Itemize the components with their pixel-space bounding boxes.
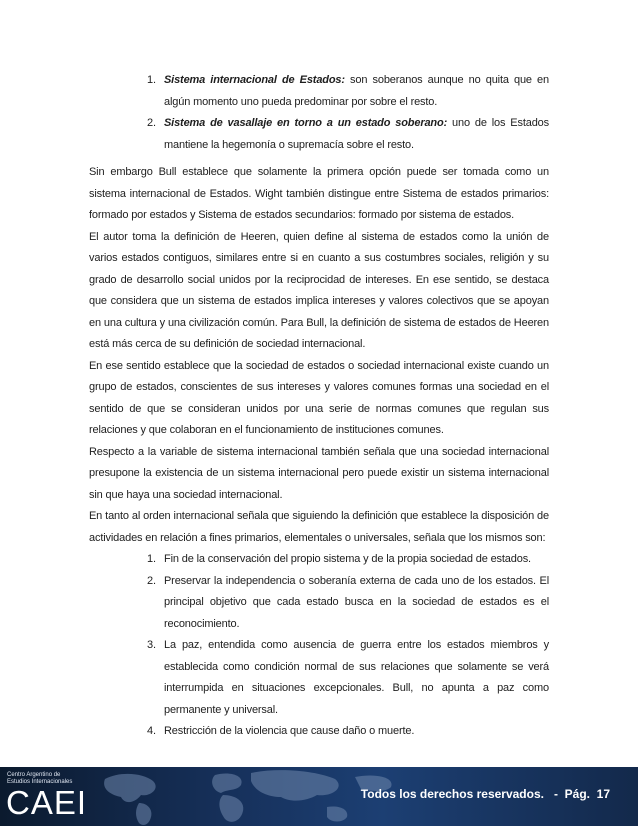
list-number: 1. bbox=[147, 74, 156, 86]
list-item bbox=[89, 70, 549, 113]
paragraph: En tanto al orden internacional señala que siguiendo la definición que establece la disposición de actividades en relación a fines primarios, elementales o universales, señala que los mismos son: bbox=[89, 510, 549, 544]
page-content bbox=[89, 70, 549, 743]
list-item-text: son soberanos aunque no quita que en algún momento uno pueda predominar por sobre el resto. bbox=[164, 74, 549, 108]
footer-rights-page: Todos los derechos reservados. - Pág. 17 bbox=[360, 787, 610, 801]
list-item bbox=[89, 635, 549, 721]
primary-goals-list bbox=[89, 549, 549, 743]
list-number: 2. bbox=[147, 117, 156, 129]
list-item-title: Sistema internacional de Estados: bbox=[164, 74, 345, 86]
list-number: 4. bbox=[147, 725, 156, 737]
list-item-text: La paz, entendida como ausencia de guerra entre los estados miembros y establecida como condición normal de sus relaciones que solamente se verá interrumpida en situaciones excepcionales. Bull, no apunta a paz como permanente y universal. bbox=[164, 639, 549, 716]
list-item-text: Restricción de la violencia que cause daño o muerte. bbox=[164, 725, 415, 737]
list-number: 1. bbox=[147, 553, 156, 565]
list-item bbox=[89, 113, 549, 156]
paragraph: El autor toma la definición de Heeren, quien define al sistema de estados como la unión de varios estados contiguos, similares entre si en cuanto a sus costumbres sociales, religión y su grado de desarrollo social unidos por la reciprocidad de intereses. En ese sentido, se destaca que considera que un sistema de estados implica intereses y valores colectivos que se apoyan en una cultura y una civilización común. Para Bull, la definición de sistema de estados de Heeren está más cerca de su definición de sociedad internacional. bbox=[89, 230, 549, 350]
list-item-text: Fin de la conservación del propio sistema y de la propia sociedad de estados. bbox=[164, 553, 531, 565]
page-footer bbox=[0, 767, 638, 826]
list-item bbox=[89, 549, 549, 571]
list-item-title: Sistema de vasallaje en torno a un estado soberano: bbox=[164, 117, 448, 129]
list-number: 2. bbox=[147, 574, 156, 587]
paragraph: Respecto a la variable de sistema internacional también señala que una sociedad internacional presupone la existencia de un sistema internacional pero puede existir un sistema internacional sin que haya una sociedad internacional. bbox=[89, 445, 549, 501]
list-item bbox=[89, 571, 549, 636]
paragraph: Sin embargo Bull establece que solamente la primera opción puede ser tomada como un sistema internacional de Estados. Wight también distingue entre Sistema de estados primarios: formado por estados y Sistema de estados secundarios: formado por sistema de estados. bbox=[89, 166, 549, 221]
state-systems-list bbox=[89, 70, 549, 156]
list-number: 3. bbox=[147, 639, 156, 651]
list-item-text: Preservar la independencia o soberanía externa de cada uno de los estados. El principal objetivo que cada estado busca en la sociedad de estados es el reconocimiento. bbox=[164, 574, 549, 630]
list-item-text: uno de los Estados mantiene la hegemonía o supremacía sobre el resto. bbox=[164, 117, 549, 151]
list-item bbox=[89, 721, 549, 743]
paragraph: En ese sentido establece que la sociedad de estados o sociedad internacional existe cuando un grupo de estados, conscientes de sus intereses y valores comunes formas una sociedad en el sentido de que se consideran unidos por una serie de normas comunes que regulan sus relaciones y que colaboran en el funcionamiento de instituciones comunes. bbox=[89, 359, 549, 436]
logo-subtitle: Centro Argentino de Estudios Internacionales bbox=[7, 772, 73, 785]
caei-logo: CAEI bbox=[6, 784, 88, 821]
